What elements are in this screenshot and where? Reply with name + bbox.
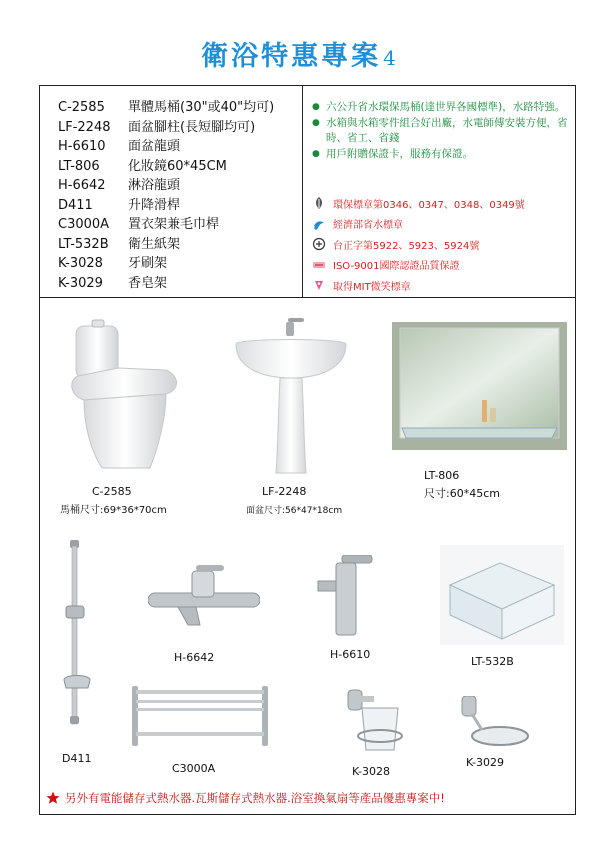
product-row [58, 215, 298, 235]
bullet-icon: ● [312, 149, 320, 159]
product-name: 淋浴龍頭 [128, 178, 181, 193]
basin-image [232, 318, 350, 478]
bullet-icon: ● [312, 118, 320, 128]
product-name: 牙刷架 [128, 256, 168, 271]
basin-faucet-caption: H-6610 [330, 648, 371, 661]
mirror-image [392, 322, 567, 450]
product-code: LT-532B [58, 236, 109, 252]
title-text: 衛浴特惠專案 [201, 41, 382, 72]
mit-smile-icon [312, 278, 326, 292]
toilet-code-caption: C-2585 [92, 485, 132, 498]
eco-label-icon [312, 196, 326, 210]
divider-vertical [302, 85, 303, 297]
mirror-size-caption: 尺寸:60*45cm [424, 487, 500, 500]
product-row [58, 137, 298, 157]
cert-item [312, 214, 574, 234]
footer-note [46, 790, 576, 806]
product-name: 面盆腳柱(長短腳均可) [128, 119, 256, 135]
shower-faucet-image [148, 565, 260, 637]
iso-icon [312, 258, 326, 272]
cert-text: 環保標章第0346、0347、0348、0349號 [333, 199, 525, 211]
water-saving-icon [312, 217, 326, 231]
cert-text: 台正字第5922、5923、5924號 [333, 240, 480, 252]
product-row [58, 118, 298, 138]
towel-rack-image [130, 680, 270, 750]
product-code: LF-2248 [58, 119, 111, 135]
cert-text: 經濟部省水標章 [333, 220, 403, 231]
feature-text: 水箱與水箱零件組合好出廠，水電師傅安裝方便，省時、省工、省錢 [326, 117, 568, 144]
slide-bar-image [60, 540, 94, 730]
product-row [58, 196, 298, 216]
product-name: 面盆龍頭 [128, 139, 181, 154]
footer-text: 另外有電能儲存式熱水器.瓦斯儲存式熱水器.浴室換氣扇等產品優惠專案中! [65, 791, 445, 805]
toothbrush-holder-image [344, 688, 406, 758]
cert-item [312, 193, 574, 213]
product-row [58, 157, 298, 177]
toothbrush-holder-caption: K-3028 [352, 765, 391, 778]
feature-item [312, 116, 574, 146]
patent-icon [312, 237, 326, 251]
product-row [58, 235, 298, 255]
divider-horizontal [39, 297, 576, 298]
basin-size-caption: 面盆尺寸:56*47*18cm [246, 506, 343, 516]
mirror-code-caption: LT-806 [424, 469, 460, 482]
product-name: 香皂架 [128, 275, 168, 291]
certification-list [312, 193, 574, 296]
product-row [58, 254, 298, 274]
product-code: LT-806 [58, 158, 100, 174]
product-code: K-3028 [58, 256, 103, 271]
cert-item [312, 275, 574, 295]
feature-text: 用戶附贈保證卡，服務有保證。 [326, 148, 473, 160]
feature-item [312, 100, 574, 115]
product-code: C-2585 [58, 100, 105, 115]
product-name: 單體馬桶(30"或40"均可) [128, 100, 275, 115]
product-name: 化妝鏡60*45CM [128, 158, 227, 174]
product-row [58, 274, 298, 294]
feature-list [312, 100, 574, 163]
product-name: 升降滑桿 [128, 197, 181, 213]
cert-item [312, 234, 574, 254]
product-name: 置衣架兼毛巾桿 [128, 217, 220, 232]
shower-faucet-caption: H-6642 [174, 651, 215, 664]
star-icon [46, 791, 60, 805]
tissue-holder-image [440, 545, 564, 645]
title-number: 4 [383, 46, 399, 70]
soap-holder-caption: K-3029 [466, 756, 505, 769]
product-name: 衛生紙架 [128, 236, 181, 252]
tissue-holder-caption: LT-532B [471, 655, 514, 668]
cert-item [312, 255, 574, 275]
product-row [58, 98, 298, 118]
basin-code-caption: LF-2248 [262, 485, 307, 498]
product-list [58, 98, 298, 293]
towel-rack-caption: C3000A [172, 762, 216, 775]
feature-text: 六公升省水環保馬桶(達世界各國標準)，水路特強。 [326, 101, 566, 113]
product-code: K-3029 [58, 275, 103, 291]
basin-faucet-image [312, 555, 374, 639]
feature-item [312, 147, 574, 162]
product-code: D411 [58, 197, 93, 213]
cert-text: 取得MIT微笑標章 [333, 281, 411, 293]
slide-bar-caption: D411 [62, 752, 92, 765]
page-title [0, 34, 600, 73]
toilet-size-caption: 馬桶尺寸:69*36*70cm [60, 505, 167, 516]
product-code: H-6642 [58, 178, 106, 193]
product-code: C3000A [58, 217, 110, 232]
cert-text: ISO-9001國際認證品質保證 [333, 261, 460, 272]
bullet-icon: ● [312, 102, 320, 112]
toilet-image [62, 318, 187, 478]
product-code: H-6610 [58, 139, 106, 154]
product-row [58, 176, 298, 196]
soap-holder-image [458, 696, 530, 754]
